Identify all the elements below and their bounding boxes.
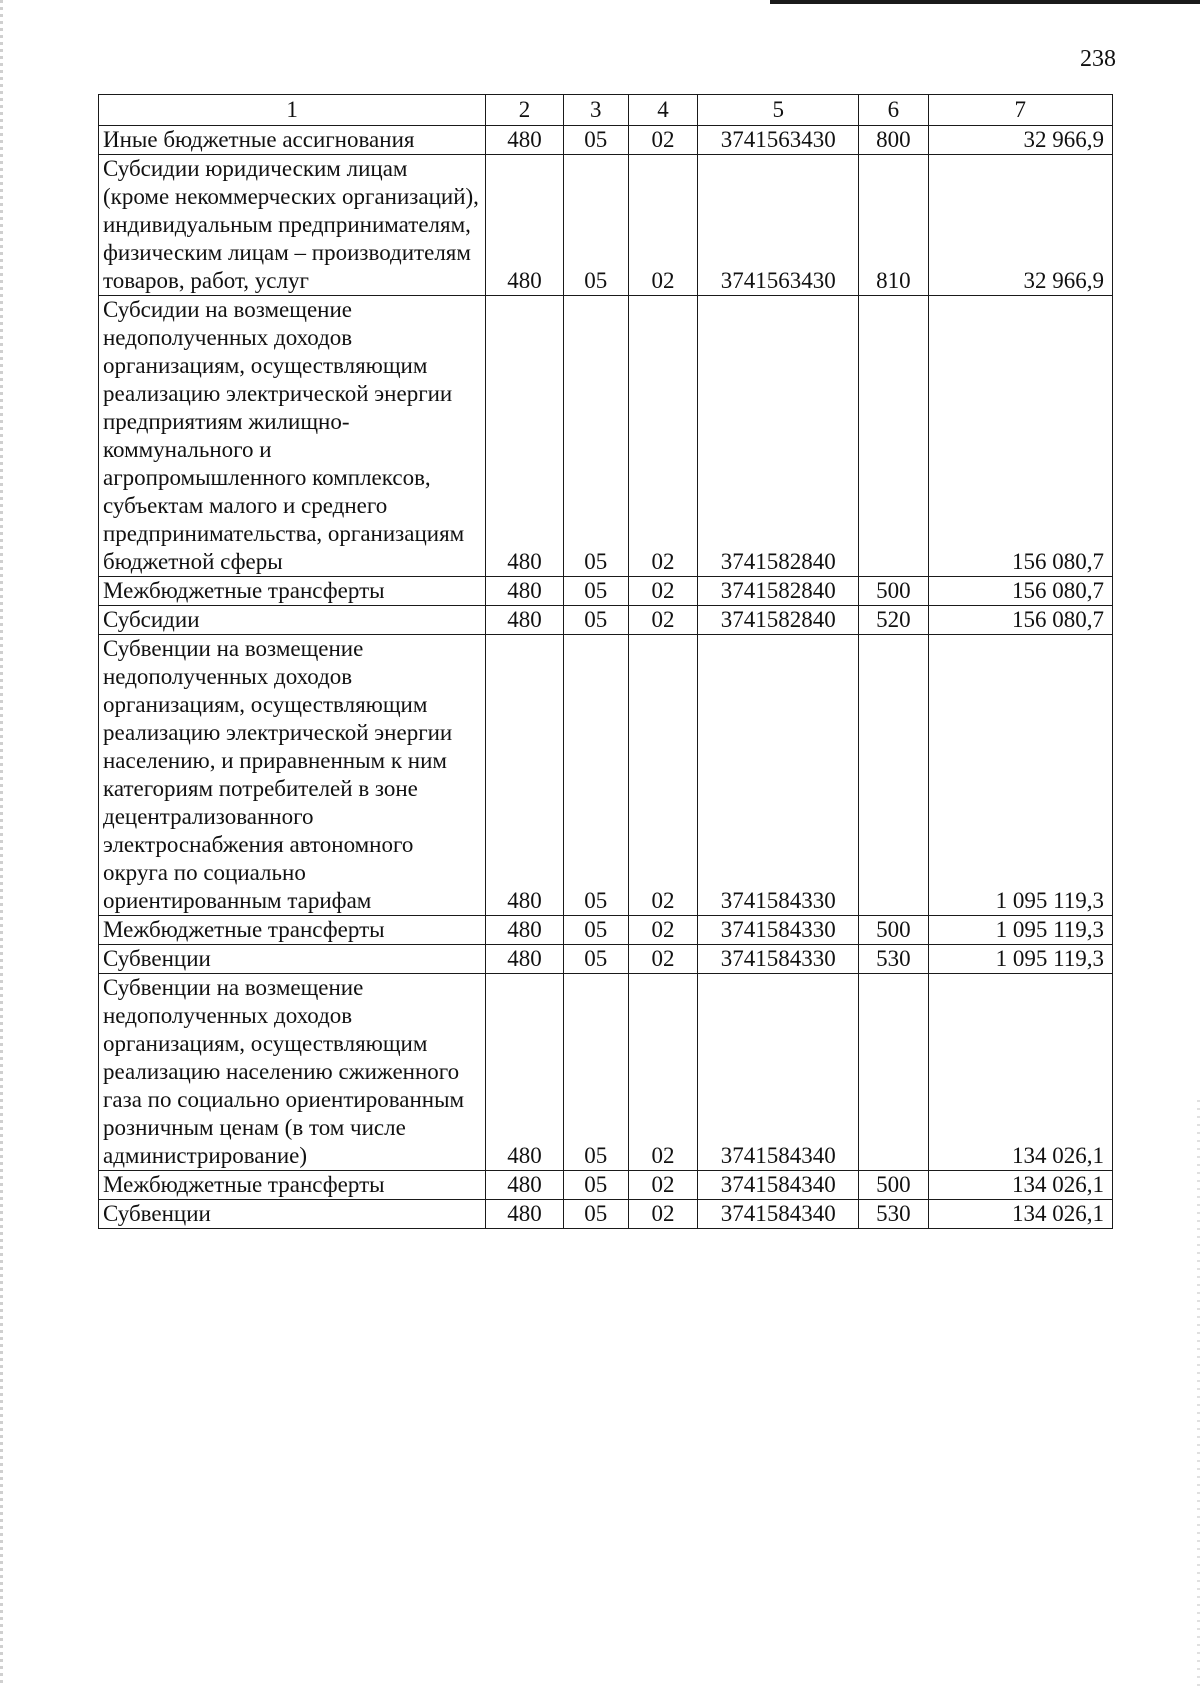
section-cell: 05	[563, 1171, 628, 1200]
table-row	[99, 974, 1113, 1171]
expense-type-cell: 500	[859, 577, 928, 606]
code-cell: 480	[486, 974, 563, 1171]
scan-left-edge	[0, 0, 3, 1686]
amount-cell: 156 080,7	[928, 296, 1112, 577]
code-cell: 480	[486, 1171, 563, 1200]
column-header: 6	[859, 95, 928, 126]
table-row	[99, 635, 1113, 916]
subsection-cell: 02	[628, 945, 697, 974]
code-cell: 480	[486, 606, 563, 635]
subsection-cell: 02	[628, 916, 697, 945]
expense-type-cell: 530	[859, 945, 928, 974]
amount-cell: 134 026,1	[928, 1200, 1112, 1229]
subsection-cell: 02	[628, 1200, 697, 1229]
amount-cell: 1 095 119,3	[928, 945, 1112, 974]
code-cell: 480	[486, 945, 563, 974]
section-cell: 05	[563, 1200, 628, 1229]
item-name: Субвенции	[99, 945, 486, 974]
code-cell: 480	[486, 635, 563, 916]
subsection-cell: 02	[628, 606, 697, 635]
section-cell: 05	[563, 606, 628, 635]
item-name: Субсидии	[99, 606, 486, 635]
target-article-cell: 3741584340	[698, 1171, 859, 1200]
subsection-cell: 02	[628, 296, 697, 577]
expense-type-cell: 500	[859, 1171, 928, 1200]
item-name: Субвенции	[99, 1200, 486, 1229]
expense-type-cell	[859, 635, 928, 916]
item-name: Субсидии юридическим лицам (кроме некоммерческих организаций), индивидуальным предпринимателям, физическим лицам – производителям товаров, работ, услуг	[99, 155, 486, 296]
target-article-cell: 3741584340	[698, 1200, 859, 1229]
amount-cell: 156 080,7	[928, 577, 1112, 606]
item-name: Субвенции на возмещение недополученных доходов организациям, осуществляющим реализацию электрической энергии населению, и приравненным к ним категориям потребителей в зоне децентрализованного электроснабжения автономного округа по социально ориентированным тарифам	[99, 635, 486, 916]
code-cell: 480	[486, 155, 563, 296]
expense-type-cell	[859, 296, 928, 577]
section-cell: 05	[563, 635, 628, 916]
amount-cell: 1 095 119,3	[928, 635, 1112, 916]
item-name: Межбюджетные трансферты	[99, 1171, 486, 1200]
section-cell: 05	[563, 916, 628, 945]
code-cell: 480	[486, 126, 563, 155]
table-row	[99, 1171, 1113, 1200]
expense-type-cell: 810	[859, 155, 928, 296]
table-row	[99, 1200, 1113, 1229]
table-row	[99, 296, 1113, 577]
section-cell: 05	[563, 155, 628, 296]
amount-cell: 134 026,1	[928, 1171, 1112, 1200]
item-name: Субсидии на возмещение недополученных доходов организациям, осуществляющим реализацию электрической энергии предприятиям жилищно-коммунального и агропромышленного комплексов, субъектам малого и среднего предпринимательства, организациям бюджетной сферы	[99, 296, 486, 577]
amount-cell: 156 080,7	[928, 606, 1112, 635]
column-header: 5	[698, 95, 859, 126]
target-article-cell: 3741563430	[698, 155, 859, 296]
table-row	[99, 126, 1113, 155]
subsection-cell: 02	[628, 126, 697, 155]
amount-cell: 32 966,9	[928, 126, 1112, 155]
target-article-cell: 3741584330	[698, 635, 859, 916]
item-name: Межбюджетные трансферты	[99, 577, 486, 606]
subsection-cell: 02	[628, 1171, 697, 1200]
table-header-row	[99, 95, 1113, 126]
section-cell: 05	[563, 945, 628, 974]
section-cell: 05	[563, 126, 628, 155]
item-name: Межбюджетные трансферты	[99, 916, 486, 945]
table-row	[99, 916, 1113, 945]
section-cell: 05	[563, 577, 628, 606]
expense-type-cell: 530	[859, 1200, 928, 1229]
scan-top-rule	[770, 0, 1200, 4]
section-cell: 05	[563, 974, 628, 1171]
table-row	[99, 606, 1113, 635]
subsection-cell: 02	[628, 635, 697, 916]
column-header: 1	[99, 95, 486, 126]
code-cell: 480	[486, 916, 563, 945]
column-header: 2	[486, 95, 563, 126]
column-header: 3	[563, 95, 628, 126]
column-header: 7	[928, 95, 1112, 126]
budget-table	[98, 94, 1113, 1229]
target-article-cell: 3741584340	[698, 974, 859, 1171]
amount-cell: 32 966,9	[928, 155, 1112, 296]
target-article-cell: 3741582840	[698, 296, 859, 577]
amount-cell: 1 095 119,3	[928, 916, 1112, 945]
target-article-cell: 3741563430	[698, 126, 859, 155]
page-number: 238	[1080, 46, 1116, 72]
code-cell: 480	[486, 1200, 563, 1229]
table-row	[99, 155, 1113, 296]
item-name: Иные бюджетные ассигнования	[99, 126, 486, 155]
target-article-cell: 3741584330	[698, 916, 859, 945]
expense-type-cell	[859, 974, 928, 1171]
expense-type-cell: 520	[859, 606, 928, 635]
target-article-cell: 3741582840	[698, 577, 859, 606]
target-article-cell: 3741582840	[698, 606, 859, 635]
target-article-cell: 3741584330	[698, 945, 859, 974]
item-name: Субвенции на возмещение недополученных доходов организациям, осуществляющим реализацию населению сжиженного газа по социально ориентированным розничным ценам (в том числе администрирование)	[99, 974, 486, 1171]
subsection-cell: 02	[628, 577, 697, 606]
subsection-cell: 02	[628, 974, 697, 1171]
table-row	[99, 577, 1113, 606]
subsection-cell: 02	[628, 155, 697, 296]
section-cell: 05	[563, 296, 628, 577]
table-row	[99, 945, 1113, 974]
expense-type-cell: 800	[859, 126, 928, 155]
column-header: 4	[628, 95, 697, 126]
expense-type-cell: 500	[859, 916, 928, 945]
code-cell: 480	[486, 296, 563, 577]
amount-cell: 134 026,1	[928, 974, 1112, 1171]
code-cell: 480	[486, 577, 563, 606]
